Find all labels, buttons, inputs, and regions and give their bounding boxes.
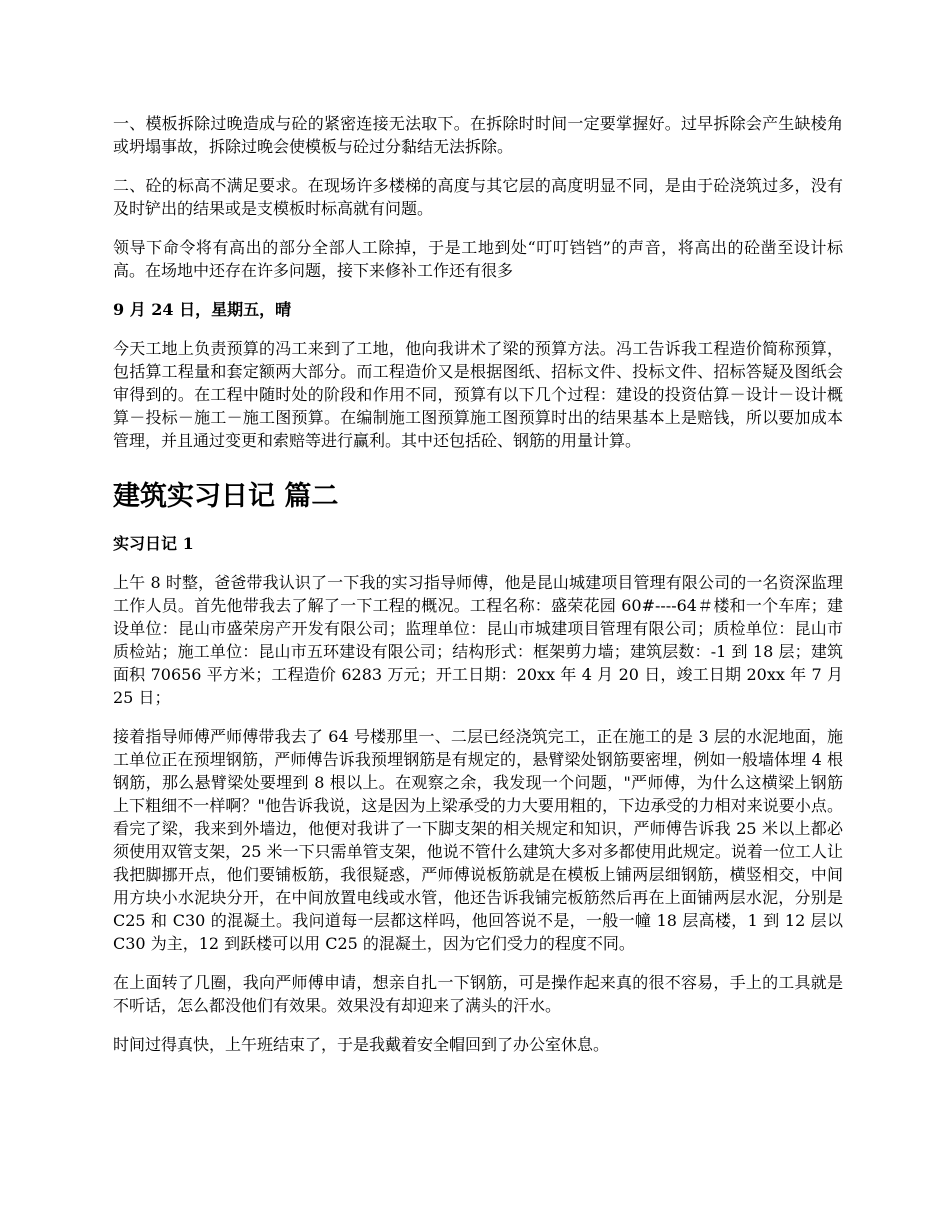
paragraph-chiseling: 领导下命令将有高出的部分全部人工除掉，于是工地到处“叮叮铛铛”的声音，将高出的砼凿至设计标高。在场地中还存在许多问题，接下来修补工作还有很多 bbox=[113, 238, 843, 280]
paragraph-end-of-shift: 时间过得真快，上午班结束了，于是我戴着安全帽回到了办公室休息。 bbox=[113, 1035, 610, 1054]
paragraph-budget: 今天工地上负责预算的冯工来到了工地，他向我讲术了梁的预算方法。冯工告诉我工程造价简称预算，包括算工程量和套定额两大部分。而工程造价又是根据图纸、招标文件、投标文件、招标答疑及图纸会审得到的。在工程中随时处的阶段和作用不同，预算有以下几个过程：建设的投资估算－设计－设计概算－投标－施工－施工图预算。在编制施工图预算施工图预算时出的结果基本上是赔钱，所以要加成本管理，并且通过变更和索赔等进行赢利。其中还包括砼、钢筋的用量计算。 bbox=[113, 339, 843, 450]
section-heading: 建筑实习日记 篇二 bbox=[113, 481, 339, 512]
document-page bbox=[113, 112, 843, 1056]
paragraph-concrete-elevation: 二、砼的标高不满足要求。在现场许多楼梯的高度与其它层的高度明显不同，是由于砼浇筑过多，没有及时铲出的结果或是支模板时标高就有问题。 bbox=[113, 176, 843, 218]
diary-subheading: 实习日记 1 bbox=[113, 534, 194, 553]
paragraph-project-overview: 上午 8 时整，爸爸带我认识了一下我的实习指导师傅，他是昆山城建项目管理有限公司的一名资深监理工作人员。首先他带我去了解了一下工程的概况。工程名称：盛荣花园 60#----64＃楼和一个车库；建设单位：昆山市盛荣房产开发有限公司；监理单位：昆山市城建项目管理有限公司；质检单位：昆山市质检站；施工单位：昆山市五环建设有限公司；结构形式：框架剪力墙；建筑层数：-1 到 18 层；建筑面积 70656 平方米；工程造价 6283 万元；开工日期：20xx 年 4 月 20 日，竣工日期 20xx 年 7 月 25 日； bbox=[113, 573, 843, 707]
paragraph-rebar-practice: 在上面转了几圈，我向严师傅申请，想亲自扎一下钢筋，可是操作起来真的很不容易，手上的工具就是不听话，怎么都没他们有效果。效果没有却迎来了满头的汗水。 bbox=[113, 973, 843, 1015]
paragraph-site-visit: 接着指导师傅严师傅带我去了 64 号楼那里一、二层已经浇筑完工，正在施工的是 3 层的水泥地面，施工单位正在预埋钢筋，严师傅告诉我预埋钢筋是有规定的，悬臂梁处钢筋要密埋，例如一般墙体埋 4 根钢筋，那么悬臂梁处要埋到 8 根以上。在观察之余，我发现一个问题，"严师傅，为什么这横梁上钢筋上下粗细不一样啊？"他告诉我说，这是因为上梁承受的力大要用粗的，下边承受的力相对来说要小点。看完了梁，我来到外墙边，他便对我讲了一下脚支架的相关规定和知识，严师傅告诉我 25 米以上都必须使用双管支架，25 米一下只需单管支架，他说不管什么建筑大多对多都使用此规定。说着一位工人让我把脚挪开点，他们要铺板筋，我很疑惑，严师傅说板筋就是在模板上铺两层细钢筋，横竖相交，中间用方块小水泥块分开，在中间放置电线或水管，他还告诉我铺完板筋然后再在上面铺两层水泥，分别是 C25 和 C30 的混凝土。我问道每一层都这样吗，他回答说不是，一般一幢 18 层高楼，1 到 12 层以 C30 为主，12 到跃楼可以用 C25 的混凝土，因为它们受力的程度不同。 bbox=[113, 727, 843, 953]
diary-date: 9 月 24 日，星期五，晴 bbox=[113, 300, 292, 319]
paragraph-formwork-removal: 一、模板拆除过晚造成与砼的紧密连接无法取下。在拆除时时间一定要掌握好。过早拆除会产生缺棱角或坍塌事故，拆除过晚会使模板与砼过分黏结无法拆除。 bbox=[113, 114, 843, 156]
